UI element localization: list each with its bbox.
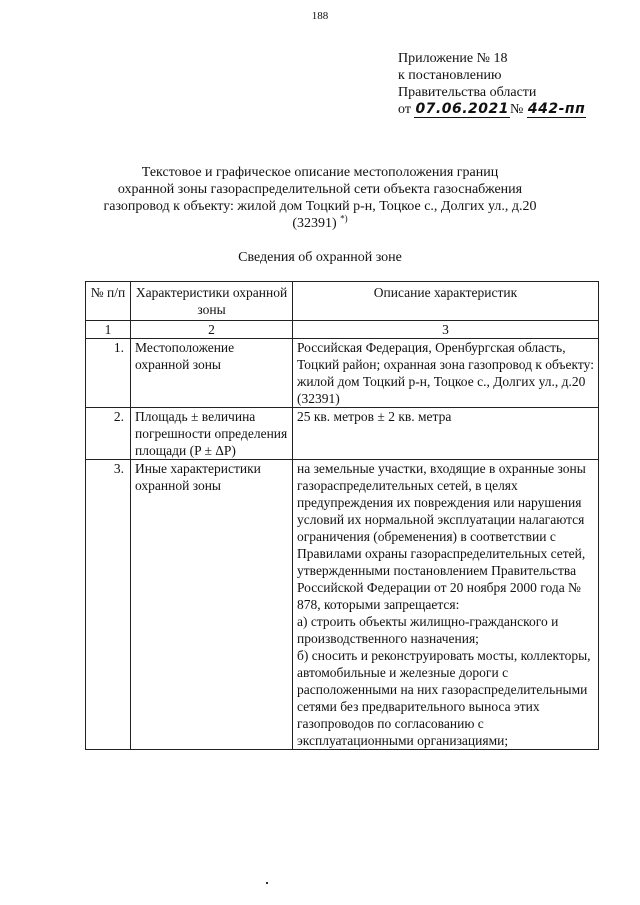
title-line-2: охранной зоны газораспределительной сети объекта газоснабжения	[117, 182, 523, 197]
title-line-4	[80, 215, 560, 232]
restriction-item-a: а) строить объекты жилищно-гражданского и производственного назначения;	[297, 614, 559, 646]
header-number: № п/п	[86, 282, 131, 321]
table-index-row	[86, 321, 599, 339]
index-cell-3: 3	[293, 321, 599, 339]
row-characteristic: Местоположение охранной зоны	[131, 339, 293, 408]
table-header-row	[86, 282, 599, 321]
header-description: Описание характеристик	[293, 282, 599, 321]
row-description: 25 кв. метров ± 2 кв. метра	[293, 408, 599, 460]
index-cell-1: 1	[86, 321, 131, 339]
appendix-line-1: Приложение № 18	[398, 51, 508, 66]
row-number: 1.	[86, 339, 131, 408]
zone-table	[85, 281, 599, 750]
appendix-date-line	[398, 101, 586, 118]
number-sign: №	[510, 102, 524, 117]
table-row	[86, 408, 599, 460]
table-row	[86, 460, 599, 750]
row-characteristic: Площадь ± величина погрешности определения площади (P ± ΔP)	[131, 408, 293, 460]
document-title	[80, 164, 560, 232]
appendix-line-3: Правительства области	[398, 85, 537, 100]
title-line-3: газопровод к объекту: жилой дом Тоцкий р-н, Тоцкое с., Долгих ул., д.20	[103, 199, 537, 214]
row-characteristic: Иные характеристики охранной зоны	[131, 460, 293, 750]
row-number: 2.	[86, 408, 131, 460]
appendix-block	[398, 50, 586, 118]
appendix-line-2: к постановлению	[398, 68, 502, 83]
scan-speck	[266, 882, 268, 884]
table-row	[86, 339, 599, 408]
appendix-prefix: от	[398, 102, 411, 117]
title-line-1: Текстовое и графическое описание местоположения границ	[141, 165, 499, 180]
section-title: Сведения об охранной зоне	[238, 250, 402, 265]
restriction-item-b: б) сносить и реконструировать мосты, коллекторы, автомобильные и железные дороги с расположенными на них газораспределительными сетями без предварительного выноса этих газопроводов по согласованию с эксплуатационными организациями;	[297, 648, 591, 748]
title-code: (32391)	[292, 216, 337, 231]
handwritten-date: 07.06.2021	[415, 101, 510, 117]
row-description: Российская Федерация, Оренбургская область, Тоцкий район; охранная зона газопровод к объекту: жилой дом Тоцкий р-н, Тоцкое с., Долгих ул., д.20 (32391)	[293, 339, 599, 408]
restrictions-intro: на земельные участки, входящие в охранные зоны газораспределительных сетей, в целях предупреждения их повреждения или нарушения условий их нормальной эксплуатации налагаются ограничения (обременения) в соответствии с Правилами охраны газораспределительных сетей, утвержденными постановлением Правительства Российской Федерации от 20 ноября 2000 года № 878, которыми запрещается:	[297, 461, 586, 612]
row-number: 3.	[86, 460, 131, 750]
row-description	[293, 460, 599, 750]
handwritten-number: 442-пп	[527, 101, 586, 117]
header-characteristic: Характеристики охранной зоны	[131, 282, 293, 321]
index-cell-2: 2	[131, 321, 293, 339]
footnote-mark: *)	[340, 213, 348, 224]
page-number: 188	[311, 10, 329, 22]
